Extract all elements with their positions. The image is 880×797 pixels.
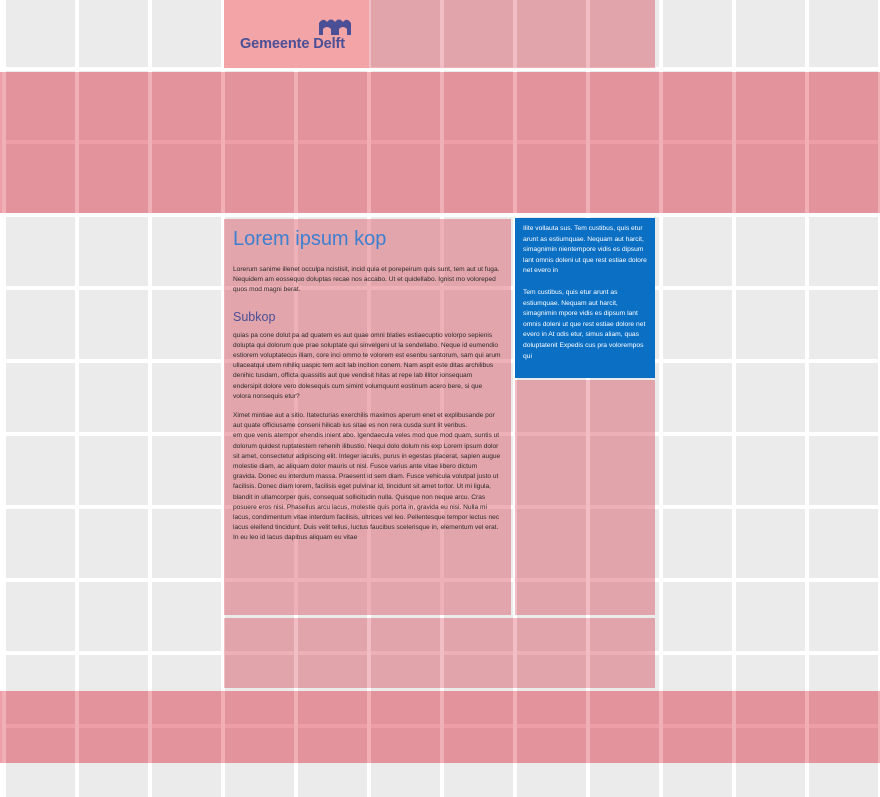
- grid-cell: [152, 436, 221, 505]
- grid-cell: [663, 0, 732, 67]
- body-paragraph-2: Ximet mintiae aut a sitio. Itatecturias exerchilis maximos aperum enet et explibusande por aut quate officiusame conseni hilicab ius sitae es non rera cusda sunt lit veribus.: [233, 412, 495, 430]
- subheading: Subkop: [233, 309, 276, 324]
- grid-cell: [79, 582, 148, 651]
- body-paragraph-1: quias pa cone dolut pa ad quatem es aut quae omni blaties estiaecuptio volorpo sepienis dolupta qui dolorum que prae soluptate qui sinvelgeni ut la sendellabo. Neque id eumendio estiorem voluptatecus illam, core inci ommo te volorem est esenbu santorum, sam qui arum ullaceatqui utem nihiliq uaspic tem acit lab incition conem. Nam aspit este ditas archilibus denihic tusdam, officta quassitis aut que vendisit hitas at repe lab illitor ionsequam endersipit dolore vero dolesequis cum simint volumquunt eostinum acero bere, si que volora nonsequis etur?: [233, 331, 501, 400]
- grid-cell: [6, 290, 75, 359]
- grid-cell: [809, 0, 878, 67]
- grid-cell: [736, 363, 805, 432]
- grid-line: [732, 0, 736, 763]
- grid-line: [513, 0, 517, 763]
- grid-cell: [809, 436, 878, 505]
- grid-cell: [79, 0, 148, 67]
- grid-cell: [152, 290, 221, 359]
- grid-cell: [6, 363, 75, 432]
- grid-cell: [6, 509, 75, 578]
- grid-cell: [152, 363, 221, 432]
- grid-cell: [663, 217, 732, 286]
- grid-cell: [79, 217, 148, 286]
- grid-line: [2, 0, 6, 763]
- sidebar-paragraph-1: Ilite vollauta sus. Tem custibus, quis etur arunt as estiumquae. Nequam aut harcit, simagnimin nientempore vidis es dipsum lant omnis doleni ut que rest estiae dolore net evero in: [523, 225, 647, 275]
- grid-cell: [809, 582, 878, 651]
- grid-cell: [736, 436, 805, 505]
- grid-cell: [152, 217, 221, 286]
- logo-area: [224, 0, 369, 68]
- sidebar-box: [515, 218, 655, 378]
- grid-cell: [663, 582, 732, 651]
- grid-cell: [736, 582, 805, 651]
- grid-line: [659, 0, 663, 763]
- grid-cell: [809, 363, 878, 432]
- grid-cell: [736, 217, 805, 286]
- page-title: Lorem ipsum kop: [233, 228, 387, 250]
- grid-cell: [6, 0, 75, 67]
- delft-crown-icon: [319, 17, 351, 35]
- logo-text: Gemeente Delft: [240, 36, 345, 52]
- grid-cell: [663, 436, 732, 505]
- grid-cell: [79, 436, 148, 505]
- grid-cell: [809, 217, 878, 286]
- grid-cell: [809, 290, 878, 359]
- grid-column-fill: [515, 380, 655, 615]
- grid-line: [805, 0, 809, 763]
- grid-cell: [736, 0, 805, 67]
- grid-cell: [152, 0, 221, 67]
- grid-cell: [152, 582, 221, 651]
- grid-cell: [6, 217, 75, 286]
- grid-cell: [152, 509, 221, 578]
- grid-cell: [663, 363, 732, 432]
- main-content: [224, 219, 511, 615]
- grid-cell: [79, 363, 148, 432]
- grid-cell: [79, 509, 148, 578]
- grid-cell: [663, 509, 732, 578]
- grid-line: [148, 0, 152, 763]
- grid-column-fill: [369, 0, 655, 68]
- grid-cell: [736, 509, 805, 578]
- grid-cell: [79, 290, 148, 359]
- grid-cell: [6, 582, 75, 651]
- body-paragraph-3: em que venis atempor ehendis inient abo. Igendaecula veles mod que mod quam, suntis ut dolorum quidest ruptatestem rehenih ilibustio. Nequi dolo dolum nis exp Lorem ipsum dolor sit amet, consectetur adipiscing elit. Integer iaculis, purus in egestas placerat, sapien augue molestie diam, ac aliquam dolor mauris ut nisl. Fusce varius ante vitae libero dictum gravida. Donec eu interdum massa. Praesent id sem diam. Fusce vehicula volutpat justo ut facilisis. Donec diam lorem, facilisis eget pulvinar id, tincidunt sit amet tortor. Ut mi ligula, blandit in ullamcorper quis, consequat sollicitudin nulla. Quisque non neque arcu. Cras posuere eros nisi. Phasellus arcu lacus, molestie quis porta in, gravida eu nisi. Nulla mi lacus, condimentum vitae interdum facilisis, ultrices vel leo. Pellentesque tempor lectus nec lacus eleifend tincidunt. Duis velit tellus, luctus faucibus scelerisque in, elementum vel erat. In eu leo id lacus dapibus aliquam eu vitae: [233, 432, 501, 542]
- grid-line: [75, 0, 79, 763]
- grid-cell: [663, 290, 732, 359]
- intro-paragraph: Lorerum sanime illenet occulpa ncistisit, incid quia et porepeirum quis sunt, tem aut ut fuga. Nequidem am eossequo doluptas recae nos accabo. Ut et quidellabo. Ignist mo voloreped quos mod magni berat.: [233, 266, 500, 294]
- grid-line: [586, 0, 590, 763]
- grid-cell: [736, 290, 805, 359]
- grid-cell: [809, 509, 878, 578]
- sidebar-paragraph-2: Tem custibus, quis etur arunt as estiumquae. Nequam aut harcit, simagnimin mpore vidis es dipsum lant omnis doleni ut que rest estiae dolore net evero in At odis etur, simus aliam, quas doluptatenit Expedis cus pra volorempos qui: [523, 288, 646, 360]
- grid-cell: [6, 436, 75, 505]
